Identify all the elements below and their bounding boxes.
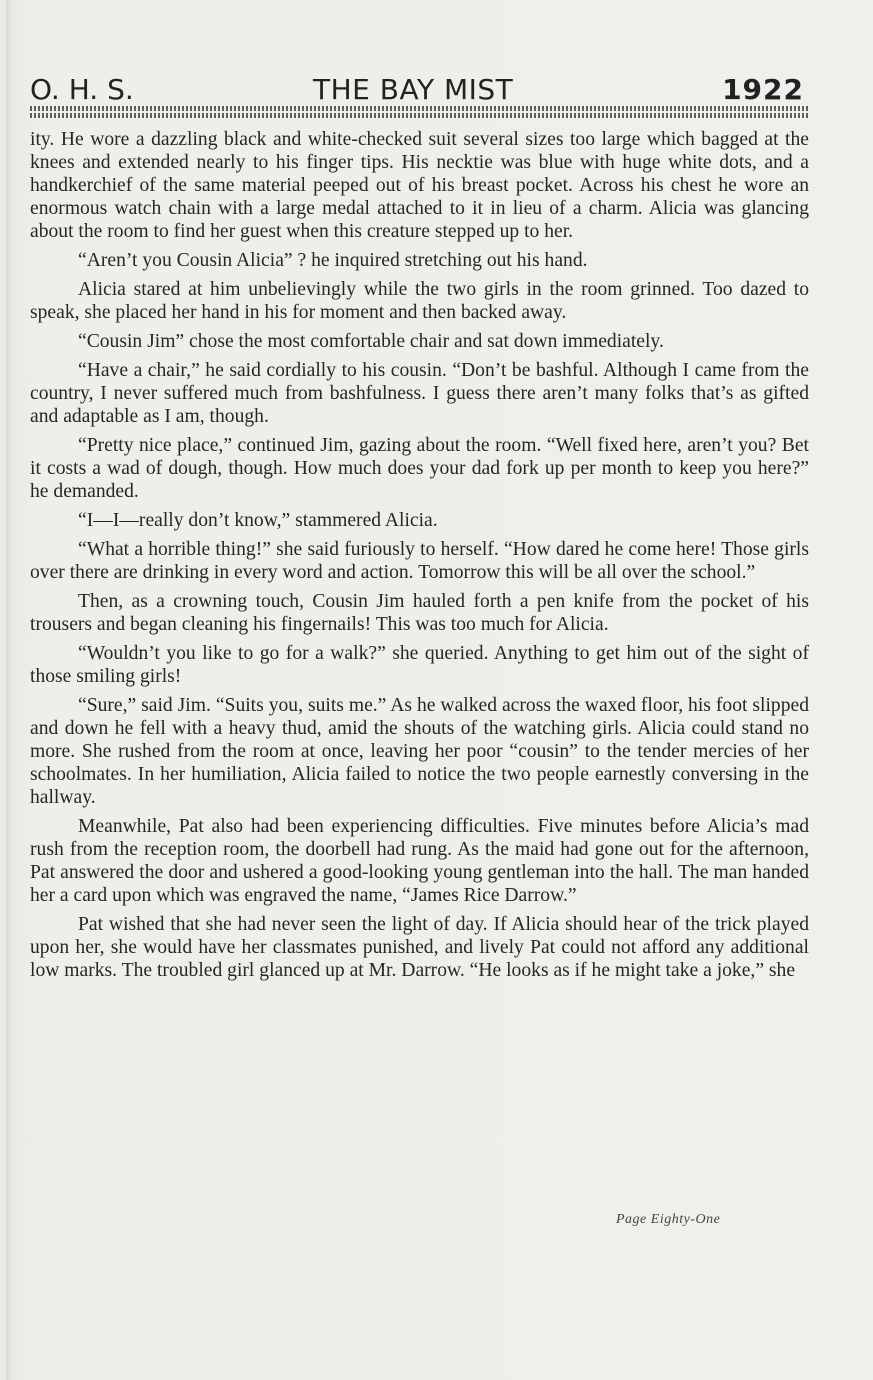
paragraph: ity. He wore a dazzling black and white-checked suit several sizes too large which bagged at the knees and extended nearly to his finger tips. His necktie was blue with huge white dots, and a handkerchief of the same material peeped out of his breast pocket. Across his chest he wore an enormous watch chain with a large medal attached to it in lieu of a charm. Alicia was glancing about the room to find her guest when this creature stepped up to her. xyxy=(30,129,809,242)
running-header xyxy=(30,70,804,110)
paragraph: “I—I—really don’t know,” stammered Alicia. xyxy=(78,510,438,531)
header-year: 1922 xyxy=(722,73,804,106)
paragraph: “Sure,” said Jim. “Suits you, suits me.” As he walked across the waxed floor, his foot slipped and down he fell with a heavy thud, amid the shouts of the watching girls. Alicia could stand no more. She rushed from the room at once, leaving her poor “cousin” to the tender mercies of her schoolmates. In her humiliation, Alicia failed to notice the two people earnestly conversing in the hallway. xyxy=(30,695,809,808)
paragraph: Alicia stared at him unbelievingly while the two girls in the room grinned. Too dazed to speak, she placed her hand in his for moment and then backed away. xyxy=(30,279,809,323)
paragraph: “Wouldn’t you like to go for a walk?” she queried. Anything to get him out of the sight of those smiling girls! xyxy=(30,643,809,687)
paragraph: “Pretty nice place,” continued Jim, gazing about the room. “Well fixed here, aren’t you? Bet it costs a wad of dough, though. How much does your dad fork up per month to keep you here?” he demanded. xyxy=(30,435,809,502)
page-number: Page Eighty-One xyxy=(616,1212,721,1227)
paragraph: “What a horrible thing!” she said furiously to herself. “How dared he come here! Those girls over there are drinking in every word and action. Tomorrow this will be all over the school.” xyxy=(30,539,809,583)
paragraph: “Aren’t you Cousin Alicia” ? he inquired stretching out his hand. xyxy=(78,250,588,271)
body-text xyxy=(30,128,809,988)
header-school: O. H. S. xyxy=(30,73,134,106)
paragraph: “Cousin Jim” chose the most comfortable chair and sat down immediately. xyxy=(78,331,664,352)
paragraph: Pat wished that she had never seen the light of day. If Alicia should hear of the trick played upon her, she would have her classmates punished, and lively Pat could not afford any additional low marks. The troubled girl glanced up at Mr. Darrow. “He looks as if he might take a joke,” she xyxy=(30,914,809,981)
paragraph: “Have a chair,” he said cordially to his cousin. “Don’t be bashful. Although I came from the country, I never suffered much from bashfulness. I guess there aren’t many folks that’s as gifted and adaptable as I am, though. xyxy=(30,360,809,427)
paragraph: Meanwhile, Pat also had been experiencing difficulties. Five minutes before Alicia’s mad rush from the reception room, the doorbell had rung. As the maid had gone out for the afternoon, Pat answered the door and ushered a good-looking young gentleman into the hall. The man handed her a card upon which was engraved the name, “James Rice Darrow.” xyxy=(30,816,809,906)
header-title: THE BAY MIST xyxy=(313,73,514,106)
header-rule xyxy=(30,106,808,118)
paragraph: Then, as a crowning touch, Cousin Jim hauled forth a pen knife from the pocket of his trousers and began cleaning his fingernails! This was too much for Alicia. xyxy=(30,591,809,635)
